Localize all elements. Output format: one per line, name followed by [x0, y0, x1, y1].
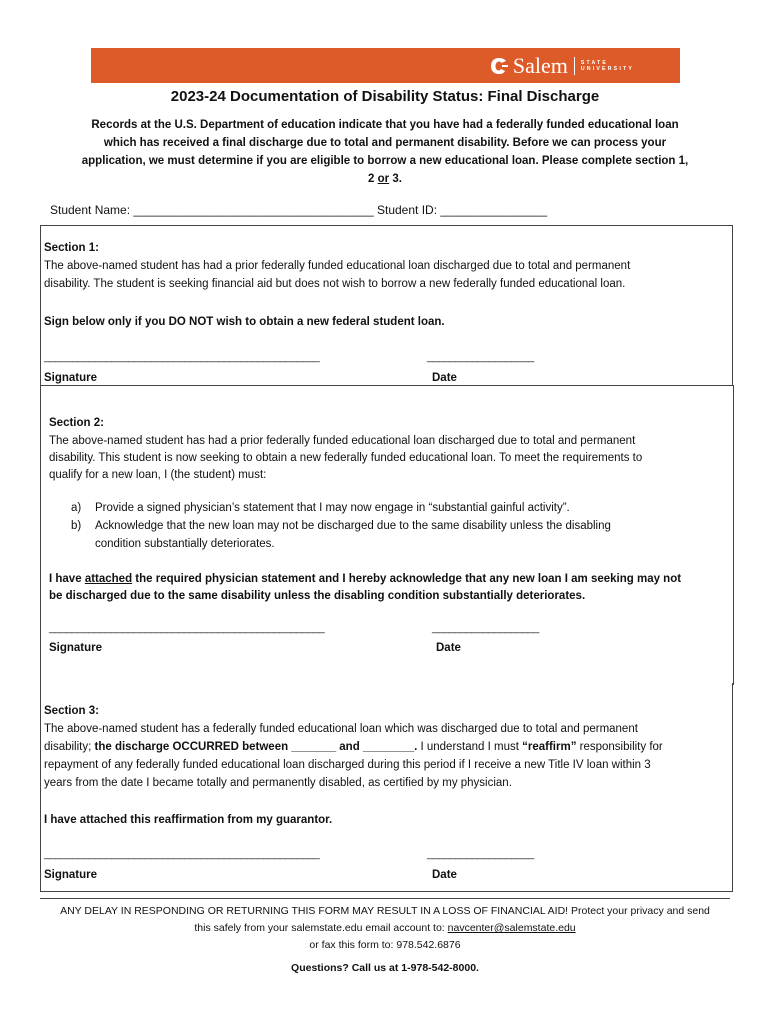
s3-text: I understand I must: [417, 741, 523, 753]
ack-text: I have: [49, 573, 85, 585]
section-2-signature-label: Signature: [49, 642, 103, 654]
intro-line: Records at the U.S. Department of education indicate that you have had a federally funded educational loan: [91, 119, 679, 131]
student-name-label: Student Name:: [50, 203, 134, 217]
logo-sub-state: STATE: [580, 59, 609, 66]
section-1-date-label: Date: [432, 372, 457, 384]
list-marker: a): [71, 502, 82, 514]
section-2-heading: Section 2:: [49, 417, 104, 429]
section-2-text: disability. This student is now seeking to obtain a new federally funded educational loan. To meet the requirements to: [49, 452, 643, 464]
student-id-label: Student ID:: [373, 203, 441, 217]
section-3-text: years from the date I became totally and permanently disabled, as certified by my physician.: [44, 777, 512, 789]
section-3-attached: I have attached this reaffirmation from my guarantor.: [44, 814, 333, 826]
section-3-box: [40, 683, 733, 892]
student-id-field[interactable]: ________________: [440, 203, 548, 217]
section-2-text: qualify for a new loan, I (the student) must:: [49, 469, 267, 481]
student-info-line: [50, 203, 547, 217]
section-3-heading: Section 3:: [44, 705, 99, 717]
email-link[interactable]: navcenter@salemstate.edu: [447, 922, 576, 934]
section-3-text: [44, 738, 663, 756]
logo-sub-university: UNIVERSITY: [580, 65, 634, 72]
footer-questions: Questions? Call us at 1-978-542-8000.: [291, 962, 479, 974]
footer-text: this safely from your salemstate.edu email account to:: [194, 922, 448, 934]
list-item: Provide a signed physician’s statement that I may now engage in “substantial gainful activity”.: [95, 502, 570, 514]
section-1-signature-label: Signature: [44, 372, 98, 384]
salem-logo-icon: [489, 56, 509, 76]
logo-wordmark: Salem: [512, 52, 568, 78]
section-2-signature-field[interactable]: _________________________________________________: [49, 622, 325, 634]
section-1-signature-field[interactable]: _________________________________________________: [44, 351, 320, 363]
intro-text: 2: [368, 173, 378, 185]
section-3-text: repayment of any federally funded educational loan discharged during this period if I receive a new Title IV loan within 3: [44, 759, 651, 771]
salem-state-logo: [489, 52, 634, 79]
s3-text: responsibility for: [576, 741, 663, 753]
section-3-signature-label: Signature: [44, 869, 98, 881]
intro-paragraph: [44, 116, 726, 188]
section-3-signature-field[interactable]: _________________________________________________: [44, 848, 320, 860]
footer-divider: [40, 898, 730, 899]
student-name-field[interactable]: ____________________________________: [133, 203, 374, 217]
ack-text: the required physician statement and I hereby acknowledge that any new loan I am seeking may not: [132, 573, 682, 585]
section-1-heading: Section 1:: [44, 242, 99, 254]
intro-line: [44, 170, 726, 188]
logo-subtitle: [581, 60, 634, 72]
document-title: 2023-24 Documentation of Disability Status: Final Discharge: [170, 88, 600, 105]
intro-text: 3.: [389, 173, 402, 185]
s3-reaffirm: “reaffirm”: [522, 741, 577, 753]
header-banner: [91, 48, 680, 83]
intro-line: application, we must determine if you are eligible to borrow a new educational loan. Please complete section 1,: [81, 155, 689, 167]
list-item: Acknowledge that the new loan may not be discharged due to the same disability unless the disabling: [95, 520, 611, 532]
list-marker: b): [71, 520, 82, 532]
section-3-date-label: Date: [432, 869, 457, 881]
section-2-date-label: Date: [436, 642, 461, 654]
footer-email-line: [0, 922, 770, 934]
list-item-continued: condition substantially deteriorates.: [95, 538, 275, 550]
section-1-date-field[interactable]: ___________________: [427, 351, 534, 363]
section-1-text: disability. The student is seeking financial aid but does not wish to borrow a new federally funded educational loan.: [44, 278, 626, 290]
footer-warning: ANY DELAY IN RESPONDING OR RETURNING THIS FORM MAY RESULT IN A LOSS OF FINANCIAL AID! Protect your privacy and send: [60, 905, 710, 917]
footer-fax-line: or fax this form to: 978.542.6876: [309, 939, 461, 951]
logo-divider: [574, 57, 575, 75]
intro-line: which has received a final discharge due to total and permanent disability. Before we can process your: [103, 137, 667, 149]
section-2-box: [40, 385, 734, 685]
section-1-text: The above-named student has had a prior federally funded educational loan discharged due to total and permanent: [44, 260, 631, 272]
s3-text: disability;: [44, 741, 95, 753]
section-2-acknowledgement: [49, 570, 681, 588]
section-1-box: [40, 225, 733, 386]
section-3-date-field[interactable]: ___________________: [427, 848, 534, 860]
ack-attached: attached: [84, 573, 133, 585]
section-2-acknowledgement: be discharged due to the same disability unless the disabling condition substantially deteriorates.: [49, 590, 586, 602]
section-2-text: The above-named student has had a prior federally funded educational loan discharged due to total and permanent: [49, 435, 636, 447]
section-1-instruction: Sign below only if you DO NOT wish to obtain a new federal student loan.: [44, 316, 445, 328]
intro-or: or: [377, 173, 390, 185]
s3-discharge-dates: the discharge OCCURRED between _______ and ________.: [94, 741, 418, 753]
section-2-date-field[interactable]: ___________________: [432, 622, 539, 634]
section-3-text: The above-named student has a federally funded educational loan which was discharged due to total and permanent: [44, 723, 638, 735]
